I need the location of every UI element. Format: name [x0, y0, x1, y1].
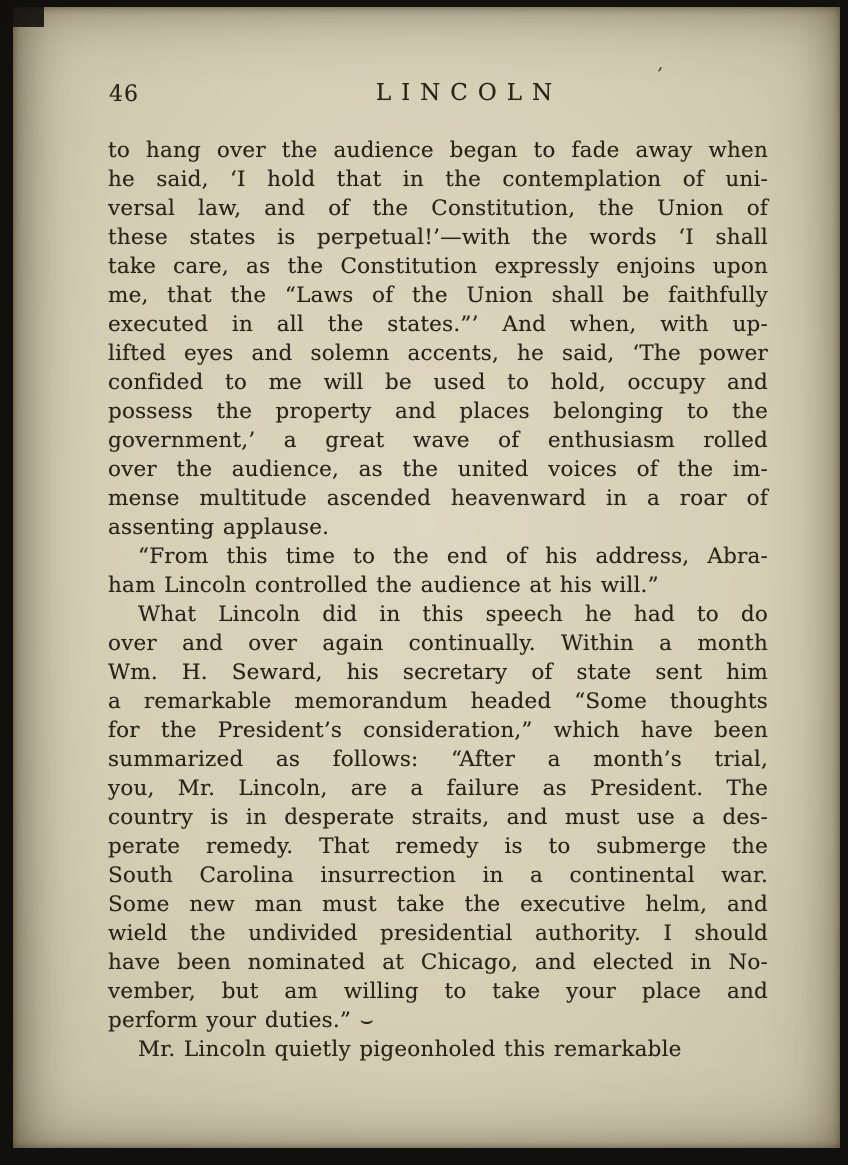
text-line: take care, as the Constitution expressly enjoins upon — [108, 254, 768, 279]
text-line: he said, ‘I hold that in the contemplation of uni- — [108, 167, 768, 192]
text-line: possess the property and places belonging to the — [108, 399, 768, 424]
text-line: “From this time to the end of his address, Abra- — [138, 544, 768, 569]
text-line: wield the undivided presidential authority. I should — [108, 921, 768, 946]
text-line: country is in desperate straits, and must use a des- — [108, 805, 768, 830]
page-text — [108, 136, 768, 1064]
paragraph — [108, 600, 768, 1035]
text-line: government,’ a great wave of enthusiasm rolled — [108, 428, 768, 453]
text-line: Some new man must take the executive helm, and — [108, 892, 768, 917]
text-line: vember, but am willing to take your place and — [108, 979, 768, 1004]
text-line: South Carolina insurrection in a continental war. — [108, 863, 768, 888]
text-line: these states is perpetual!’—with the words ‘I shall — [108, 225, 768, 250]
text-line: confided to me will be used to hold, occupy and — [108, 370, 768, 395]
text-line: you, Mr. Lincoln, are a failure as President. The — [108, 776, 768, 801]
stray-pen-mark: ʼ — [652, 63, 664, 87]
text-line: perform your duties.” ⌣ — [108, 1008, 375, 1033]
text-line: to hang over the audience began to fade away when — [108, 138, 768, 163]
text-line: perate remedy. That remedy is to submerge the — [108, 834, 768, 859]
text-line: Mr. Lincoln quietly pigeonholed this remarkable — [138, 1037, 682, 1062]
text-line: Wm. H. Seward, his secretary of state sent him — [108, 660, 768, 685]
page-header — [108, 76, 768, 110]
text-line: over the audience, as the united voices of the im- — [108, 457, 768, 482]
text-line: lifted eyes and solemn accents, he said, ‘The power — [108, 341, 768, 366]
paragraph — [108, 1035, 768, 1064]
text-line: mense multitude ascended heavenward in a roar of — [108, 486, 768, 511]
text-line: executed in all the states.”’ And when, with up- — [108, 312, 768, 337]
page-title: LINCOLN — [375, 80, 563, 106]
text-line: summarized as follows: “After a month’s trial, — [108, 747, 768, 772]
paragraph — [108, 136, 768, 542]
text-line: ham Lincoln controlled the audience at his will.” — [108, 573, 659, 598]
page-content — [108, 76, 768, 1064]
page-number: 46 — [109, 82, 139, 107]
paper — [13, 7, 840, 1148]
text-line: assenting applause. — [108, 515, 330, 540]
text-line: What Lincoln did in this speech he had to do — [138, 602, 768, 627]
text-line: over and over again continually. Within a month — [108, 631, 768, 656]
text-line: have been nominated at Chicago, and elected in No- — [108, 950, 768, 975]
scan-corner-shadow — [0, 0, 44, 27]
paragraph — [108, 542, 768, 600]
text-line: for the President’s consideration,” which have been — [108, 718, 768, 743]
text-line: versal law, and of the Constitution, the Union of — [108, 196, 768, 221]
text-line: me, that the “Laws of the Union shall be faithfully — [108, 283, 768, 308]
text-line: a remarkable memorandum headed “Some thoughts — [108, 689, 768, 714]
